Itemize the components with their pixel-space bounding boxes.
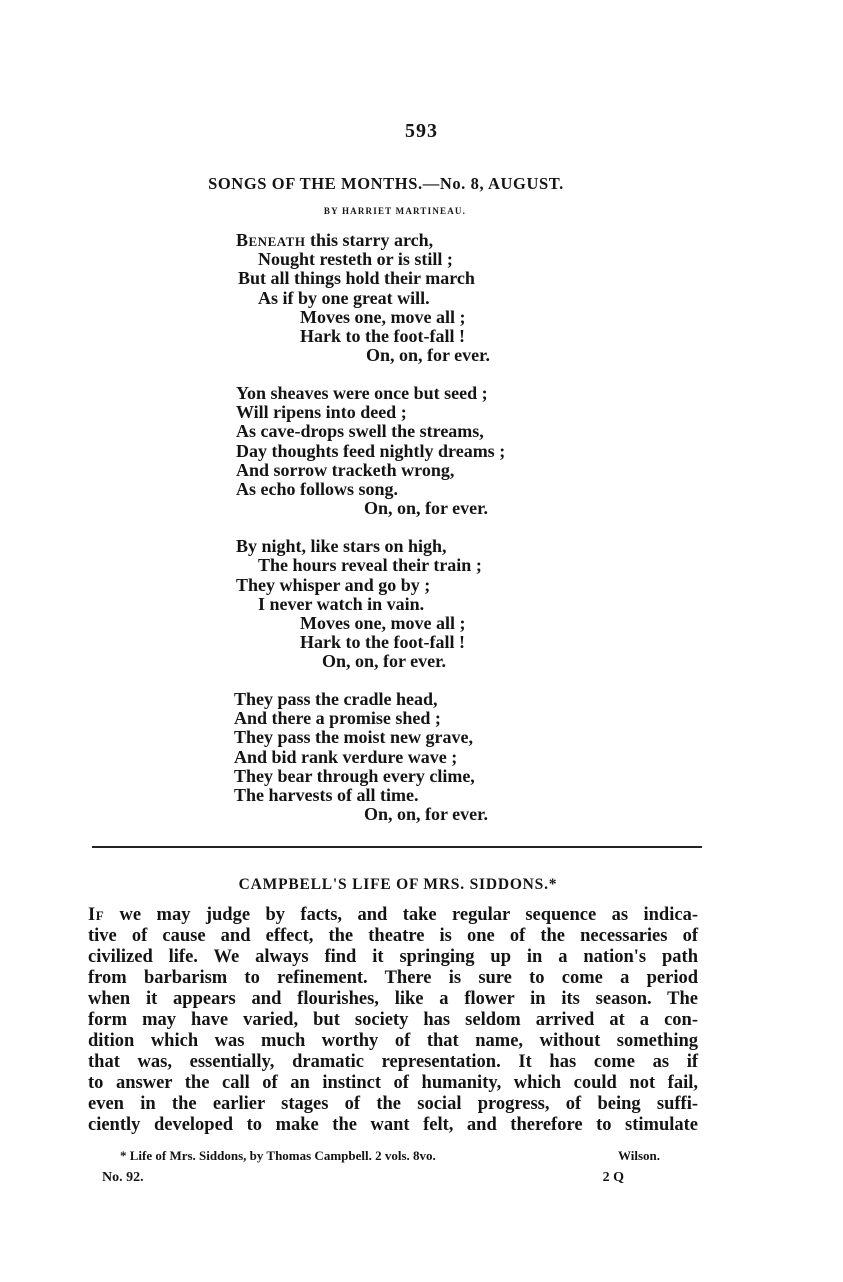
article-line: to answer the call of an instinct of humanity, which could not fail,: [88, 1073, 698, 1093]
poem-line: The harvests of all time.: [234, 785, 419, 805]
poem-line: As cave-drops swell the streams,: [236, 421, 484, 441]
poem-line: Hark to the foot-fall !: [300, 632, 465, 652]
poem-line: They bear through every clime,: [234, 766, 475, 786]
signature-line: [102, 1170, 624, 1186]
poem-line: I never watch in vain.: [258, 594, 425, 614]
article-dropcap: If: [88, 905, 105, 925]
poem-byline: BY HARRIET MARTINEAU.: [323, 206, 467, 216]
poem-line: Will ripens into deed ;: [236, 402, 407, 422]
article-line: from barbarism to refinement. There is sure to come a period: [88, 968, 698, 988]
poem-refrain: On, on, for ever.: [322, 651, 446, 671]
poem-line: And there a promise shed ;: [234, 708, 441, 728]
poem-line: They pass the moist new grave,: [234, 727, 473, 747]
poem-line: Yon sheaves were once but seed ;: [236, 383, 488, 403]
poem-line: Day thoughts feed nightly dreams ;: [236, 441, 506, 461]
article-line: civilized life. We always find it springing up in a nation's path: [88, 947, 698, 967]
poem-line: Nought resteth or is still ;: [258, 249, 453, 269]
article-line: that was, essentially, dramatic representation. It has come as if: [88, 1052, 698, 1072]
page-number: 593: [405, 120, 438, 142]
footnote-text: * Life of Mrs. Siddons, by Thomas Campbell. 2 vols. 8vo.: [120, 1148, 436, 1163]
footnote: [120, 1148, 660, 1164]
poem-line: As echo follows song.: [236, 479, 399, 499]
poem-line: Moves one, move all ;: [300, 307, 466, 327]
article-line: form may have varied, but society has seldom arrived at a con-: [88, 1010, 698, 1030]
article-line: even in the earlier stages of the social progress, of being suffi-: [88, 1094, 698, 1114]
poem-title: SONGS OF THE MONTHS.—No. 8, AUGUST.: [208, 174, 564, 193]
poem-refrain: On, on, for ever.: [364, 804, 488, 824]
article-line: when it appears and flourishes, like a flower in its season. The: [88, 989, 698, 1009]
article-title: CAMPBELL'S LIFE OF MRS. SIDDONS.*: [238, 876, 558, 893]
article-line: tive of cause and effect, the theatre is one of the necessaries of: [88, 926, 698, 946]
poem-line: And sorrow tracketh wrong,: [236, 460, 455, 480]
article-line: If we may judge by facts, and take regular sequence as indica-: [88, 905, 698, 925]
poem-refrain: On, on, for ever.: [364, 498, 488, 518]
article-line: ciently developed to make the want felt, and therefore to stimulate: [88, 1115, 698, 1135]
poem-line: They whisper and go by ;: [236, 575, 431, 595]
poem-line: The hours reveal their train ;: [258, 555, 482, 575]
poem-refrain: On, on, for ever.: [366, 345, 490, 365]
issue-number: No. 92.: [102, 1170, 144, 1185]
poem-line: Hark to the foot-fall !: [300, 326, 465, 346]
poem-line: And bid rank verdure wave ;: [234, 747, 458, 767]
poem-line: But all things hold their march: [238, 268, 475, 288]
poem-line: Moves one, move all ;: [300, 613, 466, 633]
section-divider: [92, 846, 702, 848]
poem-line: As if by one great will.: [258, 288, 430, 308]
poem-first-word: Beneath: [236, 230, 306, 250]
signature-mark: 2 Q: [602, 1170, 624, 1185]
article-line: dition which was much worthy of that name, without something: [88, 1031, 698, 1051]
poem-line: They pass the cradle head,: [234, 689, 438, 709]
poem-line: By night, like stars on high,: [236, 536, 447, 556]
poem-line: Beneath this starry arch,: [236, 230, 434, 250]
footnote-publisher: Wilson.: [617, 1148, 660, 1163]
